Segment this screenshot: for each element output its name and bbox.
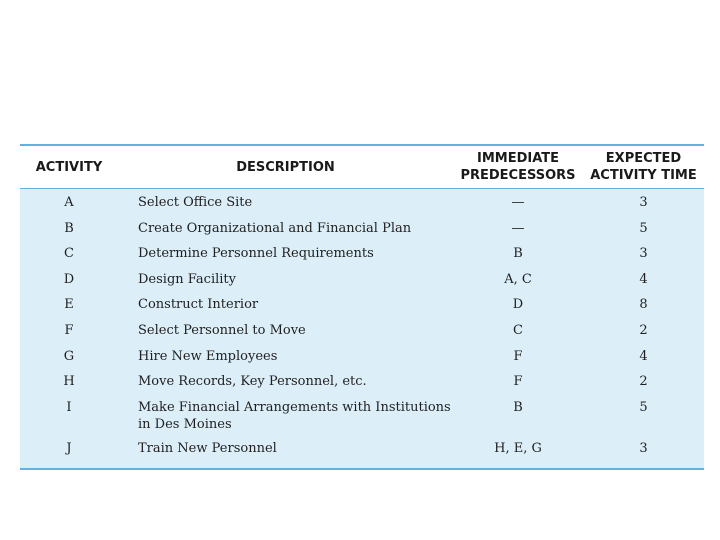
cell-predecessors: F: [453, 370, 583, 396]
header-activity-line-1: ACTIVITY: [35, 159, 103, 175]
cell-time: 2: [583, 319, 704, 345]
table-row: [20, 396, 704, 437]
table-row: [20, 319, 704, 345]
cell-predecessors: F: [453, 345, 583, 371]
cell-description: [118, 217, 453, 243]
header-time-line-2: ACTIVITY TIME: [590, 168, 697, 183]
cell-description: [118, 396, 453, 437]
cell-activity: G: [20, 345, 118, 371]
activity-table-container: [20, 144, 704, 470]
cell-activity: C: [20, 242, 118, 268]
cell-time: 4: [583, 345, 704, 371]
table-body: [20, 189, 704, 469]
cell-activity: E: [20, 293, 118, 319]
cell-time: 5: [583, 396, 704, 437]
header-predecessors-line-1: IMMEDIATE: [476, 151, 560, 166]
cell-description: [118, 268, 453, 294]
cell-description-line: Make Financial Arrangements with Institutions: [138, 399, 451, 415]
cell-activity: A: [20, 189, 118, 217]
table-row: [20, 345, 704, 371]
header-time-line-1: EXPECTED: [605, 151, 682, 166]
activity-table: [20, 146, 704, 468]
cell-description-line: in Des Moines: [138, 416, 232, 432]
header-row: [20, 146, 704, 189]
cell-description: [118, 242, 453, 268]
table-row: [20, 189, 704, 217]
table-row: [20, 293, 704, 319]
cell-description-line: Determine Personnel Requirements: [138, 246, 374, 262]
cell-time: 4: [583, 268, 704, 294]
header-predecessors: [453, 146, 583, 189]
cell-predecessors: C: [453, 319, 583, 345]
cell-description: [118, 319, 453, 345]
cell-description: [118, 293, 453, 319]
cell-description: [118, 437, 453, 469]
table-row: [20, 268, 704, 294]
cell-description-line: Select Personnel to Move: [138, 322, 306, 338]
table-row: [20, 217, 704, 243]
cell-activity: I: [20, 396, 118, 437]
cell-description: [118, 189, 453, 217]
cell-time: 3: [583, 437, 704, 469]
header-activity: [20, 146, 118, 189]
cell-activity: H: [20, 370, 118, 396]
table-header: [20, 146, 704, 189]
table-row: [20, 370, 704, 396]
cell-predecessors: H, E, G: [453, 437, 583, 469]
table-row: [20, 437, 704, 469]
cell-description-line: Select Office Site: [138, 195, 253, 210]
cell-predecessors: A, C: [453, 268, 583, 294]
cell-description-line: Construct Interior: [138, 297, 259, 313]
cell-description-line: Design Facility: [138, 271, 236, 287]
cell-time: 8: [583, 293, 704, 319]
cell-time: 5: [583, 217, 704, 243]
header-time: [583, 146, 704, 189]
cell-predecessors: D: [453, 293, 583, 319]
cell-predecessors: B: [453, 396, 583, 437]
table-row: [20, 242, 704, 268]
cell-predecessors: —: [453, 217, 583, 243]
cell-activity: J: [20, 437, 118, 469]
cell-description: [118, 370, 453, 396]
cell-predecessors: —: [453, 189, 583, 217]
cell-description-line: Move Records, Key Personnel, etc.: [138, 374, 367, 390]
header-description: [118, 146, 453, 189]
cell-time: 2: [583, 370, 704, 396]
cell-activity: B: [20, 217, 118, 243]
header-description-line-1: DESCRIPTION: [236, 159, 335, 175]
cell-description-line: Create Organizational and Financial Plan: [138, 220, 412, 236]
cell-predecessors: B: [453, 242, 583, 268]
cell-description-line: Hire New Employees: [138, 348, 278, 364]
cell-time: 3: [583, 189, 704, 217]
cell-description: [118, 345, 453, 371]
cell-activity: F: [20, 319, 118, 345]
cell-activity: D: [20, 268, 118, 294]
cell-time: 3: [583, 242, 704, 268]
cell-description-line: Train New Personnel: [138, 440, 277, 456]
header-predecessors-line-2: PREDECESSORS: [460, 168, 576, 183]
